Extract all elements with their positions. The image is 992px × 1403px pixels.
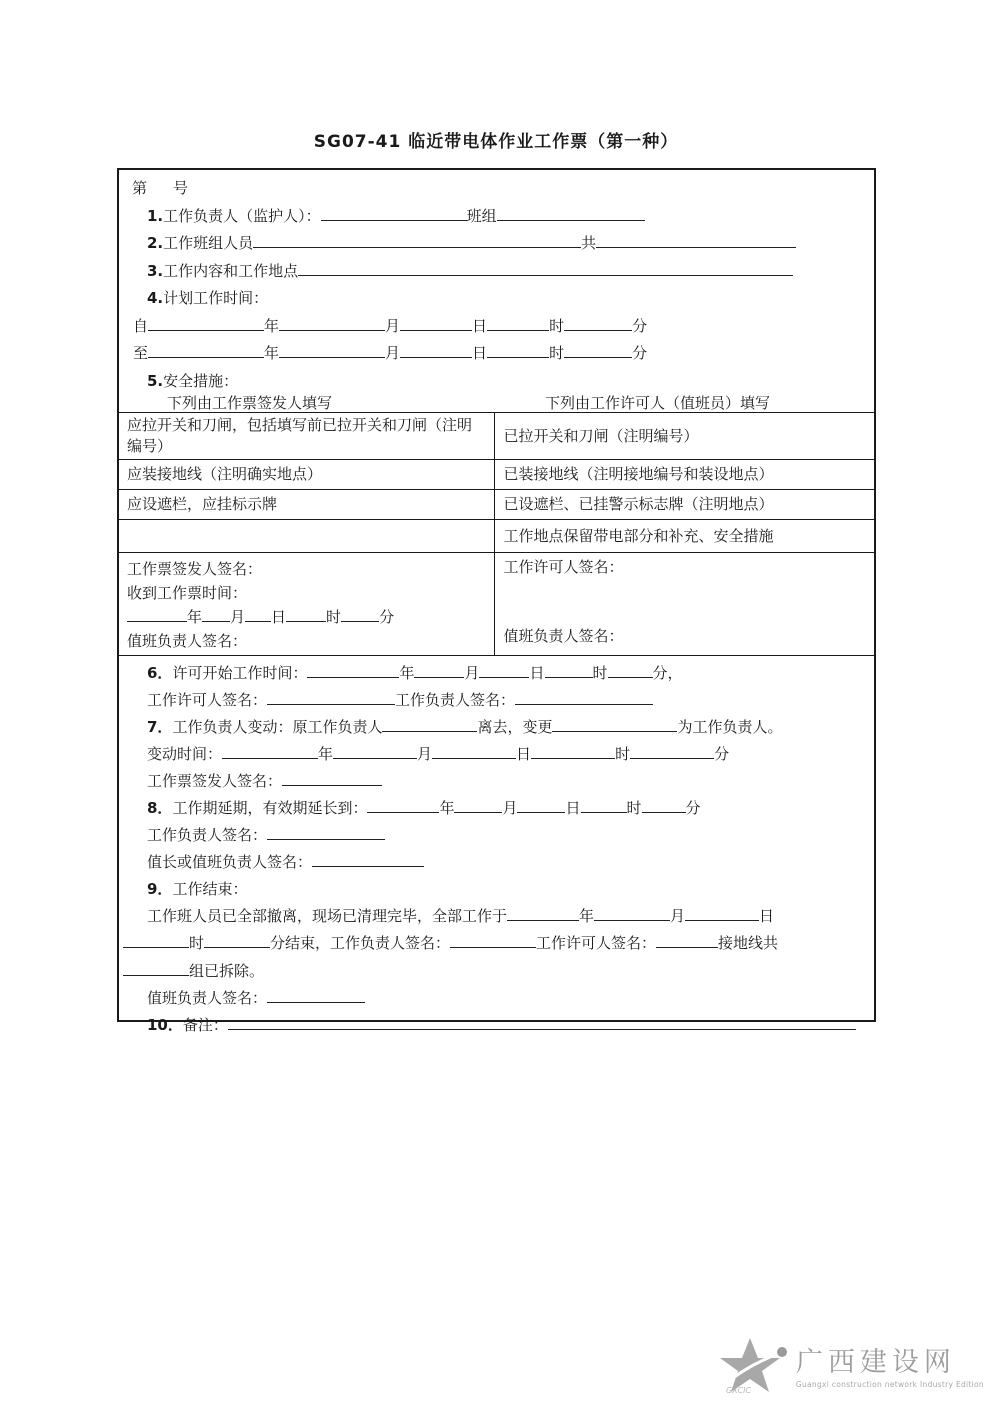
fill-blank [298, 260, 793, 275]
fill-blank [148, 343, 264, 358]
work-end-line [119, 876, 874, 903]
label-text: 共 [581, 234, 597, 252]
ticket-received-time-blanks [127, 605, 486, 629]
shift-leader-signature-line [119, 849, 874, 876]
permitter-signature-label: 工作许可人签名： [503, 558, 624, 576]
label-text: 月 [417, 745, 433, 764]
fill-blank [594, 906, 670, 921]
issuer-cell: 应装接地线（注明确实地点） [119, 460, 495, 490]
issuer-signature-line [127, 557, 486, 581]
label-text: 班组 [466, 206, 497, 225]
fill-blank [507, 906, 579, 921]
label-text: 工作内容和工作地点 [163, 261, 299, 280]
fill-blank [497, 205, 645, 220]
fill-blank [642, 798, 686, 813]
fill-blank [123, 933, 189, 948]
label-text: 至 [133, 344, 149, 362]
label-text: 时 [549, 344, 565, 362]
label-text: 收到工作票时间： [127, 584, 248, 602]
fill-blank [581, 798, 627, 813]
label-text: 年 [399, 664, 415, 682]
label-text: 离去，变更 [477, 718, 553, 737]
ticket-received-time-label [127, 581, 486, 605]
fill-blank [228, 1014, 856, 1029]
fill-blank [608, 663, 653, 678]
work-crew-line [119, 230, 874, 258]
label-text: 年 [264, 316, 280, 335]
fill-blank [123, 960, 189, 975]
label-text: 许可开始工作时间： [172, 664, 308, 682]
issuer-signature-cell [119, 553, 495, 656]
fill-blank [267, 690, 395, 705]
work-end-detail-line2 [119, 930, 874, 957]
item-number: 1. [147, 206, 164, 225]
label-text: 变动时间： [147, 745, 223, 764]
label-text: 分 [685, 799, 701, 818]
extension-line [119, 795, 874, 822]
item-number: 5. [147, 371, 164, 390]
fill-blank [564, 343, 632, 358]
fill-blank [685, 906, 759, 921]
fill-blank [432, 744, 516, 759]
item-number: 10． [147, 1015, 183, 1034]
permitter-cell: 已拉开关和刀闸（注明编号） [495, 413, 874, 460]
page-title: SG07-41 临近带电体作业工作票（第一种） [313, 132, 679, 152]
item-number: 8． [147, 799, 173, 818]
label-text: 年 [439, 799, 455, 818]
label-text: 工作许可人签名： [147, 691, 268, 710]
label-text: 值班负责人签名： [127, 632, 248, 650]
label-text: 工作负责人签名： [147, 826, 268, 845]
fill-blank [450, 933, 536, 948]
fill-blank [341, 607, 379, 622]
fill-blank [517, 798, 565, 813]
watermark-cn-text: 广西建设网 [795, 1346, 956, 1378]
label-text: 分， [652, 664, 683, 682]
label-text: 月 [385, 344, 401, 362]
fill-blank [400, 343, 472, 358]
fill-blank [414, 663, 464, 678]
fill-blank [400, 315, 472, 330]
item-number: 3. [147, 261, 164, 280]
label-text: 工作许可人签名： [536, 934, 657, 953]
safety-measures-table [119, 412, 874, 656]
duty-leader-signature-line [127, 629, 486, 653]
permit-start-time-line [119, 660, 874, 687]
leader-change-line [119, 714, 874, 741]
label-text: 分 [379, 608, 395, 626]
label-text: 日 [565, 799, 581, 818]
label-text: 值班负责人签名： [147, 988, 268, 1007]
fill-blank [222, 744, 318, 759]
permit-signatures-line [119, 687, 874, 714]
label-text: 分 [632, 316, 648, 335]
issuer-cell: 应设遮栏，应挂标示牌 [119, 490, 495, 520]
fill-blank [204, 933, 270, 948]
label-text: 日 [472, 316, 488, 335]
permitter-cell: 已设遮栏、已挂警示标志牌（注明地点） [495, 490, 874, 520]
time-from-line [119, 313, 874, 341]
label-text: 工作负责人（监护人）： [163, 206, 321, 225]
permitter-cell: 已装接地线（注明接地编号和装设地点） [495, 460, 874, 490]
fill-blank [454, 798, 502, 813]
table-section-headers [119, 395, 874, 412]
label-text: 工作负责人变动：原工作负责人 [172, 718, 383, 737]
label-text: 年 [187, 608, 203, 626]
fill-blank [479, 663, 529, 678]
fill-blank [267, 987, 365, 1002]
form-box [117, 168, 876, 1034]
item-number: 6． [147, 664, 173, 682]
fill-blank [286, 607, 326, 622]
label-text: 组已拆除。 [189, 961, 265, 980]
work-content-line [119, 258, 874, 286]
fill-blank [307, 663, 399, 678]
label-text: 时 [189, 934, 205, 953]
fill-blank [531, 744, 615, 759]
fill-blank [253, 233, 581, 248]
label-text: 接地线共 [718, 934, 779, 953]
leader-signature-line [119, 822, 874, 849]
label-text: 时 [592, 664, 608, 682]
logo-small-text: GXCIC [725, 1386, 751, 1395]
signature-row [119, 553, 874, 656]
fill-blank [321, 205, 467, 220]
fill-blank [596, 233, 796, 248]
issuer-cell: 应拉开关和刀闸，包括填写前已拉开关和刀闸（注明编号） [119, 413, 495, 460]
watermark [712, 1336, 984, 1400]
label-text: 工作票签发人签名： [127, 560, 263, 578]
label-text: 时 [549, 316, 565, 335]
label-text: 日 [759, 907, 775, 926]
fill-blank [552, 717, 677, 732]
permitter-cell: 工作地点保留带电部分和补充、安全措施 [495, 520, 874, 553]
fill-blank [564, 315, 632, 330]
serial-number-line [119, 175, 874, 203]
watermark-text-block [796, 1348, 984, 1389]
label-text: 安全措施： [163, 371, 239, 390]
fill-blank [515, 690, 653, 705]
fill-blank [282, 771, 382, 786]
label-text: 备注： [182, 1015, 228, 1034]
permitter-fill-header: 下列由工作许可人（值班员）填写 [545, 394, 771, 412]
fill-blank [630, 744, 714, 759]
label-text: 值长或值班负责人签名： [147, 853, 313, 872]
label-text: 日 [529, 664, 545, 682]
label-text: 时 [326, 608, 342, 626]
issuer-signature-line2 [119, 768, 874, 795]
label-text: 时 [626, 799, 642, 818]
fill-blank [367, 798, 439, 813]
fill-blank [487, 343, 549, 358]
label-text: 年 [264, 344, 280, 362]
work-end-detail-line1 [119, 903, 874, 930]
issuer-fill-header: 下列由工作票签发人填写 [167, 394, 333, 412]
fill-blank [148, 315, 264, 330]
label-text: 时 [615, 745, 631, 764]
label-text: 年 [318, 745, 334, 764]
label-text: 日 [472, 344, 488, 362]
fill-blank [656, 933, 718, 948]
label-text: 月 [385, 316, 401, 335]
planned-time-line [119, 285, 874, 313]
label-text: 工作结束： [172, 880, 248, 899]
table-row [119, 413, 874, 460]
label-text: 月 [464, 664, 480, 682]
label-text: 为工作负责人。 [677, 718, 783, 737]
fill-blank [382, 717, 477, 732]
fill-blank [333, 744, 417, 759]
label-text: 分结束，工作负责人签名： [270, 934, 451, 953]
label-text: 工作负责人签名： [395, 691, 516, 710]
fill-blank [267, 825, 385, 840]
label-text: 日 [516, 745, 532, 764]
work-leader-line [119, 203, 874, 231]
fill-blank [545, 663, 593, 678]
label-text: 分 [714, 745, 730, 764]
label-text: 号 [173, 179, 189, 197]
fill-blank [127, 607, 187, 622]
table-row [119, 460, 874, 490]
permitter-signature-cell [495, 553, 874, 656]
table-row [119, 520, 874, 553]
label-text: 第 [132, 179, 148, 197]
fill-blank [279, 315, 385, 330]
label-text: 月 [670, 907, 686, 926]
fill-blank [312, 852, 424, 867]
duty-leader-signature-label: 值班负责人签名： [503, 627, 624, 645]
label-text: 自 [133, 316, 149, 335]
change-time-line [119, 741, 874, 768]
remarks-line [119, 1012, 874, 1039]
form-footer-section [119, 656, 874, 1039]
label-text: 工作班组人员 [163, 234, 254, 252]
label-text: 月 [502, 799, 518, 818]
label-text: 月 [230, 608, 246, 626]
item-number: 4. [147, 289, 164, 307]
fill-blank [202, 607, 230, 622]
duty-leader-signature-line2 [119, 985, 874, 1012]
time-to-line [119, 340, 874, 368]
table-row [119, 490, 874, 520]
item-number: 7． [147, 718, 173, 737]
item-number: 9． [147, 880, 173, 899]
label-text: 工作期延期，有效期延长到： [172, 799, 368, 818]
label-text: 分 [632, 344, 648, 362]
fill-blank [279, 343, 385, 358]
label-text: 年 [579, 907, 595, 926]
safety-measures-line [119, 368, 874, 396]
label-text: 工作票签发人签名： [147, 772, 283, 791]
watermark-en-text: Guangxi construction network Industry Edition [795, 1379, 984, 1389]
work-end-detail-line3 [119, 958, 874, 985]
star-logo-icon [712, 1336, 792, 1400]
label-text: 日 [271, 608, 287, 626]
form-header-section [119, 170, 874, 395]
fill-blank [245, 607, 271, 622]
label-text: 计划工作时间： [163, 289, 269, 307]
issuer-cell [119, 520, 495, 553]
item-number: 2. [147, 234, 164, 252]
fill-blank [487, 315, 549, 330]
label-text: 工作班人员已全部撤离，现场已清理完毕，全部工作于 [147, 907, 508, 926]
